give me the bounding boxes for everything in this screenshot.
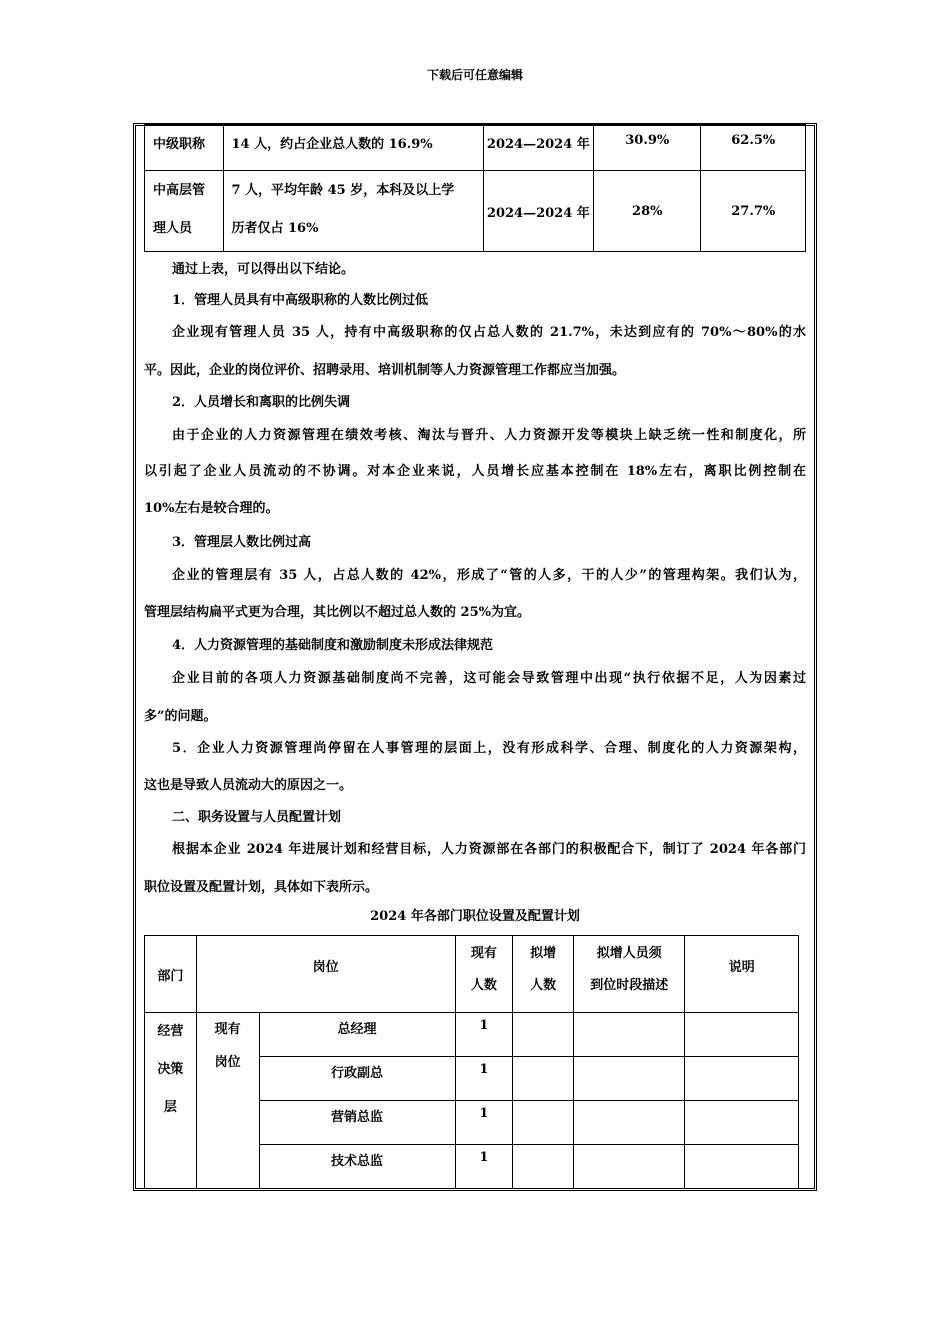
header-line: 拟增人员须 xyxy=(596,946,662,961)
empty-cell xyxy=(574,1145,685,1189)
paragraph-line: 由于企业的人力资源管理在绩效考核、淘汰与晋升、人力资源开发等模块上缺乏统一性和制度化，所 xyxy=(172,428,806,443)
empty-cell xyxy=(574,1101,685,1145)
group-cell xyxy=(196,1013,259,1189)
title-line: 理人员 xyxy=(153,221,193,236)
empty-cell xyxy=(574,1013,685,1057)
count-cell: 1 xyxy=(455,1057,513,1101)
dept-cell xyxy=(145,1013,197,1189)
post-cell: 技术总监 xyxy=(259,1145,455,1189)
paragraph-line: 5．企业人力资源管理尚停留在人事管理的层面上，没有形成科学、合理、制度化的人力资源架构， xyxy=(172,741,806,756)
desc-line: 历者仅占 16% xyxy=(231,221,319,236)
group-line: 岗位 xyxy=(214,1055,241,1070)
title-line: 中高层管 xyxy=(153,183,206,198)
desc-cell: 14 人，约占企业总人数的 16.9% xyxy=(224,125,483,171)
paragraph-line: 平。因此，企业的岗位评价、招聘录用、培训机制等人力资源管理工作都应当加强。 xyxy=(144,363,626,378)
header-line: 拟增 xyxy=(530,946,557,961)
paragraph-line: 这也是导致人员流动大的原因之一。 xyxy=(144,778,353,793)
rate-cell: 62.5% xyxy=(701,125,806,171)
dept-line: 决策 xyxy=(157,1062,184,1077)
empty-cell xyxy=(574,1057,685,1101)
header-line: 人数 xyxy=(530,978,557,993)
page-header: 下载后可任意编辑 xyxy=(426,68,523,82)
empty-cell xyxy=(513,1145,574,1189)
post-cell: 营销总监 xyxy=(259,1101,455,1145)
empty-cell xyxy=(513,1101,574,1145)
col-header-post: 岗位 xyxy=(196,936,455,1013)
header-line: 人数 xyxy=(470,978,497,993)
table-row xyxy=(145,1013,799,1057)
empty-cell xyxy=(685,1057,799,1101)
col-header-arrival xyxy=(574,936,685,1013)
empty-cell xyxy=(513,1057,574,1101)
paragraph-line: 10%左右是较合理的。 xyxy=(144,501,279,516)
section-heading: 3．管理层人数比例过高 xyxy=(172,535,312,550)
paragraph-line: 以引起了企业人员流动的不协调。对本企业来说，人员增长应基本控制在 18%左右，离职比例控制在 xyxy=(144,464,806,479)
period-cell: 2024—2024 年 xyxy=(483,125,593,171)
count-cell: 1 xyxy=(455,1013,513,1057)
empty-cell xyxy=(685,1101,799,1145)
post-cell: 总经理 xyxy=(259,1013,455,1057)
header-line: 到位时段描述 xyxy=(590,978,669,993)
count-cell: 1 xyxy=(455,1145,513,1189)
col-header-plan xyxy=(513,936,574,1013)
dept-line: 层 xyxy=(163,1100,177,1115)
paragraph: 通过上表，可以得出以下结论。 xyxy=(172,262,355,277)
table-caption: 2024 年各部门职位设置及配置计划 xyxy=(370,909,580,924)
section-heading: 1．管理人员具有中高级职称的人数比例过低 xyxy=(172,293,429,308)
dept-line: 经营 xyxy=(157,1024,184,1039)
paragraph-line: 企业目前的各项人力资源基础制度尚不完善，这可能会导致管理中出现“执行依据不足，人为因素过 xyxy=(172,671,806,686)
paragraph-line: 企业的管理层有 35 人，占总人数的 42%，形成了“管的人多，干的人少”的管理构架。我们认为， xyxy=(172,568,806,583)
empty-cell xyxy=(685,1145,799,1189)
paragraph-line: 多”的问题。 xyxy=(144,709,217,724)
paragraph-line: 根据本企业 2024 年进展计划和经营目标，人力资源部在各部门的积极配合下，制订了 2024 年各部门 xyxy=(172,842,806,857)
paragraph-line: 职位设置及配置计划，具体如下表所示。 xyxy=(144,880,379,895)
section-heading: 二、职务设置与人员配置计划 xyxy=(172,810,342,825)
desc-line: 7 人，平均年龄 45 岁，本科及以上学 xyxy=(231,183,455,198)
empty-cell xyxy=(685,1013,799,1057)
col-header-current xyxy=(455,936,513,1013)
col-header-note: 说明 xyxy=(685,936,799,1013)
empty-cell xyxy=(513,1013,574,1057)
staffing-plan-table xyxy=(144,935,799,1189)
rate-cell: 27.7% xyxy=(701,171,806,252)
group-line: 现有 xyxy=(214,1022,241,1037)
paragraph-line: 管理层结构扁平式更为合理，其比例以不超过总人数的 25%为宜。 xyxy=(144,605,530,620)
rate-cell: 28% xyxy=(594,171,701,252)
section-heading: 2．人员增长和离职的比例失调 xyxy=(172,395,351,410)
post-cell: 行政副总 xyxy=(259,1057,455,1101)
title-cell: 中级职称 xyxy=(145,125,224,171)
count-cell: 1 xyxy=(455,1101,513,1145)
paragraph-line: 企业现有管理人员 35 人，持有中高级职称的仅占总人数的 21.7%，未达到应有的 70%～80%的水 xyxy=(172,325,806,340)
table-header-row xyxy=(145,936,799,1013)
header-line: 现有 xyxy=(470,946,497,961)
section-heading: 4．人力资源管理的基础制度和激励制度未形成法律规范 xyxy=(172,638,494,653)
col-header-dept: 部门 xyxy=(145,936,197,1013)
period-cell: 2024—2024 年 xyxy=(483,171,593,252)
rate-cell: 30.9% xyxy=(594,125,701,171)
